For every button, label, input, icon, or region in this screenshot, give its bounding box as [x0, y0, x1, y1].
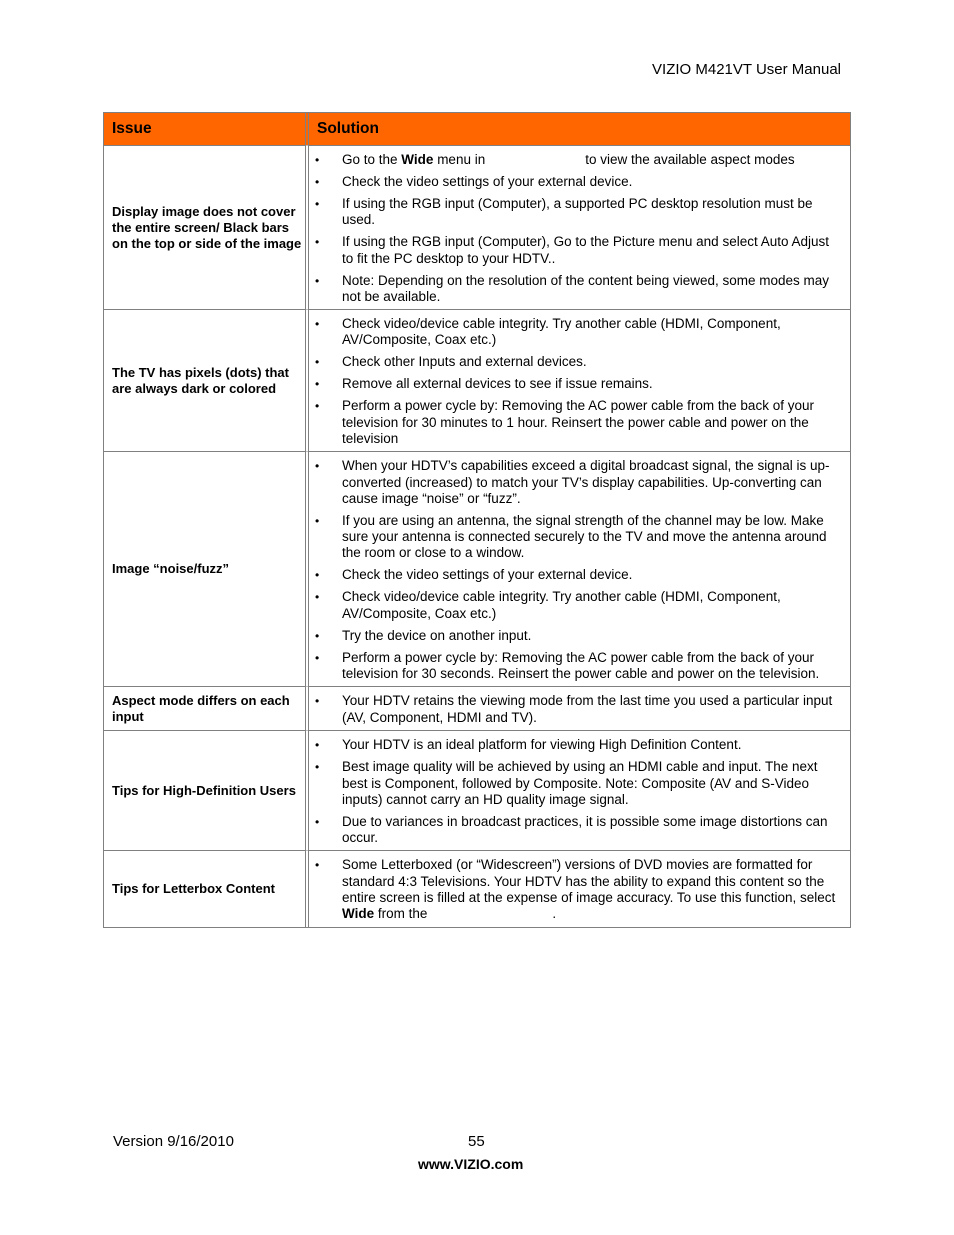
solution-cell: [309, 850, 850, 926]
solution-item: [309, 398, 844, 447]
solution-text: If you are using an antenna, the signal strength of the channel may be low. Make sure your antenna is connected securely to the TV and move the antenna around the room or close to a window.: [342, 512, 827, 561]
solution-cell: [309, 686, 850, 730]
bullet-icon: •: [315, 196, 320, 211]
table-header-row: [104, 113, 850, 145]
solution-cell: [309, 309, 850, 451]
bullet-icon: •: [315, 590, 320, 605]
solution-text: Due to variances in broadcast practices, it is possible some image distortions can occur.: [342, 813, 828, 846]
bullet-icon: •: [315, 317, 320, 332]
solution-text: Try the device on another input.: [342, 627, 532, 643]
bullet-icon: •: [315, 760, 320, 775]
issue-cell: Tips for Letterbox Content: [104, 850, 309, 926]
solution-text: Note: Depending on the resolution of the content being viewed, some modes may not be available.: [342, 272, 830, 304]
solution-text: Your HDTV retains the viewing mode from the last time you used a particular input (AV, Component, HDMI and TV).: [342, 693, 833, 725]
solution-item: [309, 737, 844, 753]
solution-item: [309, 628, 844, 644]
solution-item: [309, 152, 844, 168]
troubleshooting-table: [103, 112, 851, 928]
footer-url: www.VIZIO.com: [418, 1156, 524, 1172]
solution-text: Check video/device cable integrity. Try another cable (HDMI, Component, AV/Composite, Coax etc.): [342, 316, 781, 348]
solution-item: [309, 759, 844, 808]
solution-text: Check video/device cable integrity. Try another cable (HDMI, Component, AV/Composite, Coax etc.): [342, 589, 781, 621]
solution-item: [309, 693, 844, 726]
bullet-icon: •: [315, 235, 320, 250]
issue-cell: Tips for High-Definition Users: [104, 730, 309, 850]
solution-text: If using the RGB input (Computer), Go to the Picture menu and select Auto Adjust to fit the PC desktop to your HDTV..: [342, 234, 830, 266]
solution-text: Go to the: [342, 152, 402, 167]
solution-item: [309, 567, 844, 583]
solution-item: [309, 589, 844, 622]
table-row: [104, 451, 850, 686]
solution-item: [309, 234, 844, 267]
bullet-icon: •: [315, 650, 320, 665]
bullet-icon: •: [315, 153, 320, 167]
table-row: [104, 309, 850, 451]
solution-list: [309, 857, 844, 922]
solution-list: [309, 737, 844, 846]
solution-cell: [309, 451, 850, 686]
solution-text: .: [552, 906, 557, 922]
solution-text: Perform a power cycle by: Removing the AC power cable from the back of your television for 30 seconds. Reinsert the power cable and power on the television.: [342, 649, 820, 681]
footer-version: Version 9/16/2010: [113, 1133, 234, 1150]
solution-cell: [309, 730, 850, 850]
solution-item: [309, 513, 844, 562]
solution-list: [309, 316, 844, 447]
solution-text: Best image quality will be achieved by using an HDMI cable and input. The next best is Component, followed by Composite. Note: Composite (AV and S-Video inputs) cannot carry an HD quality image signal.: [342, 759, 818, 807]
solution-text: Check other Inputs and external devices.: [342, 354, 587, 370]
solution-cell: [309, 145, 850, 309]
page-header-title: VIZIO M421VT User Manual: [652, 61, 841, 78]
table-row: [104, 730, 850, 850]
solution-text: When your HDTV’s capabilities exceed a digital broadcast signal, the signal is up-converted (increased) to match your TV’s display capabilities. Up-converting can cause image “noise” or “fuzz”.: [342, 458, 830, 506]
solution-item: [309, 196, 844, 229]
solution-item: [309, 458, 844, 507]
solution-list: [309, 458, 844, 682]
solution-item: [309, 650, 844, 683]
solution-list: [309, 152, 844, 305]
solution-list: [309, 693, 844, 726]
solution-item: [309, 814, 844, 847]
issue-cell: The TV has pixels (dots) that are always dark or colored: [104, 309, 309, 451]
bullet-icon: •: [315, 273, 320, 288]
solution-text: from the: [374, 906, 428, 922]
solution-item: [309, 273, 844, 306]
issue-column-header: Issue: [104, 113, 309, 145]
solution-text: Some Letterboxed (or “Widescreen”) versions of DVD movies are formatted for standard 4:3 Televisions. Your HDTV has the ability to expand this content so the entire screen is filled at the expense of image accuracy. To use this function, select: [342, 857, 836, 906]
solution-text: Perform a power cycle by: Removing the AC power cable from the back of your television for 30 minutes to 1 hour. Reinsert the power cable and power on the television: [342, 398, 814, 446]
bullet-icon: •: [315, 459, 320, 474]
bullet-icon: •: [315, 174, 320, 189]
table-row: [104, 686, 850, 730]
issue-cell: Image “noise/fuzz”: [104, 451, 309, 686]
solution-item: [309, 316, 844, 349]
solution-bold-text: Wide: [342, 906, 375, 922]
solution-text: Check the video settings of your external device.: [342, 173, 633, 189]
table-body: [104, 145, 850, 927]
table-row: [104, 145, 850, 309]
bullet-icon: •: [315, 513, 320, 528]
solution-text: Your HDTV is an ideal platform for viewing High Definition Content.: [342, 737, 742, 753]
solution-text: Check the video settings of your external device.: [342, 567, 633, 583]
bullet-icon: •: [315, 738, 320, 753]
page-number: 55: [468, 1133, 485, 1150]
troubleshooting-table-wrap: [103, 112, 851, 928]
solution-bold-text: Wide: [401, 152, 434, 167]
bullet-icon: •: [315, 377, 320, 392]
solution-item: [309, 857, 844, 922]
solution-column-header: Solution: [309, 113, 850, 145]
bullet-icon: •: [315, 355, 320, 370]
issue-cell: Display image does not cover the entire screen/ Black bars on the top or side of the image: [104, 145, 309, 309]
bullet-icon: •: [315, 858, 320, 873]
bullet-icon: •: [315, 568, 320, 583]
bullet-icon: •: [315, 694, 320, 709]
solution-item: [309, 174, 844, 190]
bullet-icon: •: [315, 814, 320, 829]
solution-item: [309, 376, 844, 392]
issue-cell: Aspect mode differs on each input: [104, 686, 309, 730]
solution-text: Remove all external devices to see if issue remains.: [342, 376, 653, 392]
solution-text: to view the available aspect modes: [585, 152, 795, 167]
table-row: [104, 850, 850, 926]
bullet-icon: •: [315, 399, 320, 414]
bullet-icon: •: [315, 628, 320, 643]
solution-text: menu in: [433, 152, 486, 167]
solution-text: If using the RGB input (Computer), a supported PC desktop resolution must be used.: [342, 195, 813, 228]
solution-item: [309, 354, 844, 370]
